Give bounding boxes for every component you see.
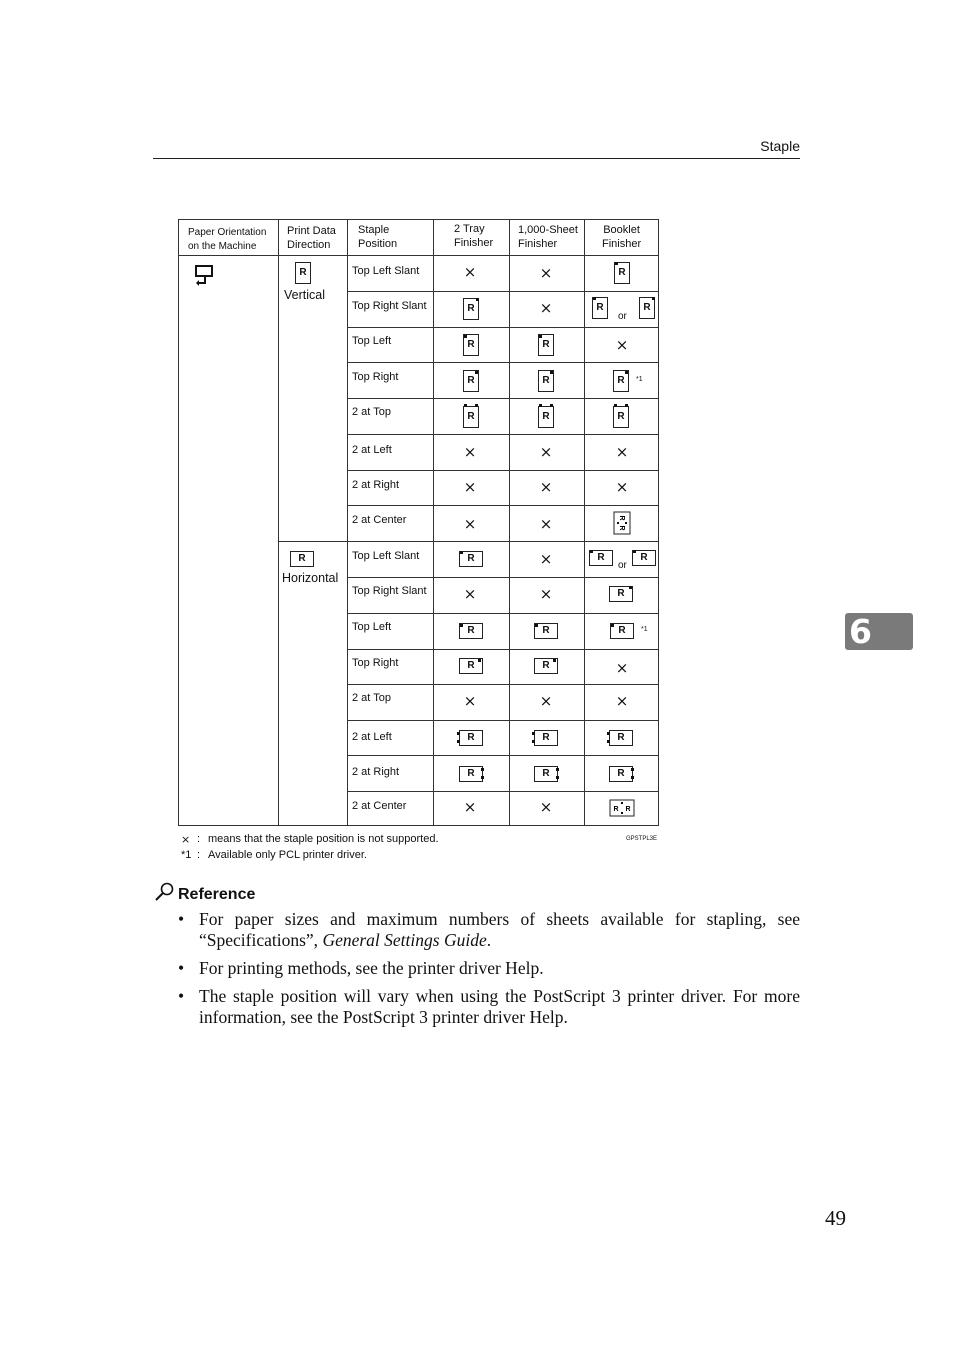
svg-text:R: R <box>618 525 625 531</box>
footnote-x-symbol: × <box>181 833 191 846</box>
row-divider <box>347 470 659 471</box>
col-divider <box>509 220 510 826</box>
staple-top-right-icon: R <box>463 370 479 392</box>
group-divider <box>278 541 659 542</box>
x-icon: × <box>539 585 553 603</box>
header-sheet1000: 1,000-Sheet Finisher <box>518 224 578 250</box>
row-label: Top Left Slant <box>352 550 420 562</box>
staple-top-left-icon: R <box>538 334 554 356</box>
x-icon: × <box>463 263 477 281</box>
row-divider <box>347 434 659 435</box>
x-icon: × <box>539 515 553 533</box>
staple-top-right-icon: R <box>538 370 554 392</box>
page-number: 49 <box>825 1206 846 1230</box>
staple-2-right-icon: R <box>609 766 633 782</box>
x-icon: × <box>463 478 477 496</box>
x-icon: × <box>539 692 553 710</box>
x-icon: × <box>539 798 553 816</box>
row-label: 2 at Center <box>352 514 407 526</box>
row-divider <box>347 362 659 363</box>
x-icon: × <box>615 443 629 461</box>
staple-2-top-icon: R <box>538 406 554 428</box>
svg-text:R: R <box>618 515 625 521</box>
vertical-label: Vertical <box>284 288 325 302</box>
staple-top-right-slant-icon: R <box>463 298 479 320</box>
reference-title: Reference <box>178 886 256 903</box>
staple-top-left-icon: R <box>459 623 483 639</box>
magnifier-icon <box>154 882 176 902</box>
or-text: or <box>618 560 627 571</box>
paper-orientation-icon <box>194 264 216 291</box>
x-icon: × <box>463 443 477 461</box>
row-divider <box>347 649 659 650</box>
row-divider <box>347 291 659 292</box>
list-item: • The staple position will vary when using the PostScript 3 printer driver. For more information, see the PostScript 3 printer driver Help. <box>178 986 800 1028</box>
row-label: Top Left Slant <box>352 265 420 277</box>
chapter-number: 6 <box>849 612 872 651</box>
figure-code: GPSTPL3E <box>626 836 658 842</box>
staple-top-left-slant-icon: R <box>592 297 608 319</box>
staple-top-left-slant-icon: R <box>589 550 613 566</box>
staple-top-left-icon: R <box>610 623 634 639</box>
staple-top-left-slant-icon: R <box>614 262 630 284</box>
col-divider <box>347 220 348 826</box>
header-divider <box>179 255 659 256</box>
row-divider <box>347 505 659 506</box>
row-divider <box>347 577 659 578</box>
row-label: 2 at Top <box>352 406 391 418</box>
staple-2-left-icon: R <box>609 730 633 746</box>
x-icon: × <box>539 264 553 282</box>
x-icon: × <box>539 299 553 317</box>
staple-top-right-icon: R <box>613 370 629 392</box>
staple-top-left-slant-icon: R <box>632 550 656 566</box>
staple-2-top-icon: R <box>613 406 629 428</box>
row-divider <box>347 613 659 614</box>
row-label: 2 at Left <box>352 731 392 743</box>
x-icon: × <box>615 659 629 677</box>
x-icon: × <box>463 798 477 816</box>
header-tray2: 2 Tray Finisher <box>454 223 494 249</box>
row-divider <box>347 791 659 792</box>
staple-2-left-icon: R <box>534 730 558 746</box>
staple-top-left-icon: R <box>463 334 479 356</box>
row-divider <box>347 398 659 399</box>
x-icon: × <box>615 478 629 496</box>
staple-top-right-slant-icon: R <box>609 586 633 602</box>
header-orientation: Paper Orientation on the Machine <box>188 227 267 252</box>
header-rule <box>153 158 800 159</box>
horizontal-direction-icon: R <box>290 551 314 567</box>
row-label: Top Right <box>352 371 399 383</box>
row-label: 2 at Top <box>352 692 391 704</box>
note-mark: *1 <box>636 376 643 383</box>
footnote-x-text: means that the staple position is not supported. <box>208 833 439 845</box>
staple-top-right-icon: R <box>534 658 558 674</box>
header-direction: Print Data Direction <box>287 225 336 251</box>
footnote-n1-symbol: *1 <box>181 849 192 861</box>
header-booklet: Booklet Finisher <box>602 224 642 250</box>
row-label: 2 at Center <box>352 800 407 812</box>
staple-top-left-icon: R <box>534 623 558 639</box>
footnote-colon: : <box>197 849 201 861</box>
footnote-n1-text: Available only PCL printer driver. <box>208 849 367 861</box>
staple-2-right-icon: R <box>459 766 483 782</box>
x-icon: × <box>539 443 553 461</box>
row-divider <box>347 720 659 721</box>
staple-center-booklet-icon <box>613 511 631 540</box>
col-divider <box>278 220 279 826</box>
staple-top-right-icon: R <box>459 658 483 674</box>
staple-center-booklet-icon <box>609 799 635 822</box>
row-label: Top Right Slant <box>352 300 427 312</box>
x-icon: × <box>615 692 629 710</box>
row-label: Top Right <box>352 657 399 669</box>
row-divider <box>347 755 659 756</box>
col-divider <box>433 220 434 826</box>
staple-top-right-slant-icon: R <box>639 297 655 319</box>
list-item: • For paper sizes and maximum numbers of sheets available for stapling, see “Specifications”, General Settings Guide. <box>178 909 800 951</box>
staple-table <box>178 219 659 826</box>
list-item: • For printing methods, see the printer driver Help. <box>178 958 800 979</box>
row-label: 2 at Left <box>352 444 392 456</box>
col-divider <box>584 220 585 826</box>
running-header: Staple <box>760 138 800 154</box>
note-mark: *1 <box>641 626 648 633</box>
x-icon: × <box>539 550 553 568</box>
staple-top-left-slant-icon: R <box>459 551 483 567</box>
vertical-direction-icon: R <box>295 262 311 284</box>
staple-2-right-icon: R <box>534 766 558 782</box>
x-icon: × <box>615 336 629 354</box>
row-label: Top Right Slant <box>352 585 427 597</box>
svg-text:R: R <box>625 806 631 813</box>
x-icon: × <box>463 585 477 603</box>
reference-list <box>178 909 800 1035</box>
x-icon: × <box>463 515 477 533</box>
staple-2-top-icon: R <box>463 406 479 428</box>
x-icon: × <box>539 478 553 496</box>
header-position: Staple Position <box>358 224 398 250</box>
or-text: or <box>618 311 627 322</box>
row-divider <box>347 684 659 685</box>
row-label: 2 at Right <box>352 766 400 778</box>
staple-2-left-icon: R <box>459 730 483 746</box>
footnote-colon: : <box>197 833 201 845</box>
row-label: Top Left <box>352 621 392 633</box>
horizontal-label: Horizontal <box>282 571 339 585</box>
row-label: 2 at Right <box>352 479 400 491</box>
x-icon: × <box>463 692 477 710</box>
reference-heading <box>154 882 255 904</box>
svg-text:R: R <box>613 806 619 813</box>
chapter-tab <box>845 613 913 650</box>
row-divider <box>347 327 659 328</box>
row-label: Top Left <box>352 335 392 347</box>
